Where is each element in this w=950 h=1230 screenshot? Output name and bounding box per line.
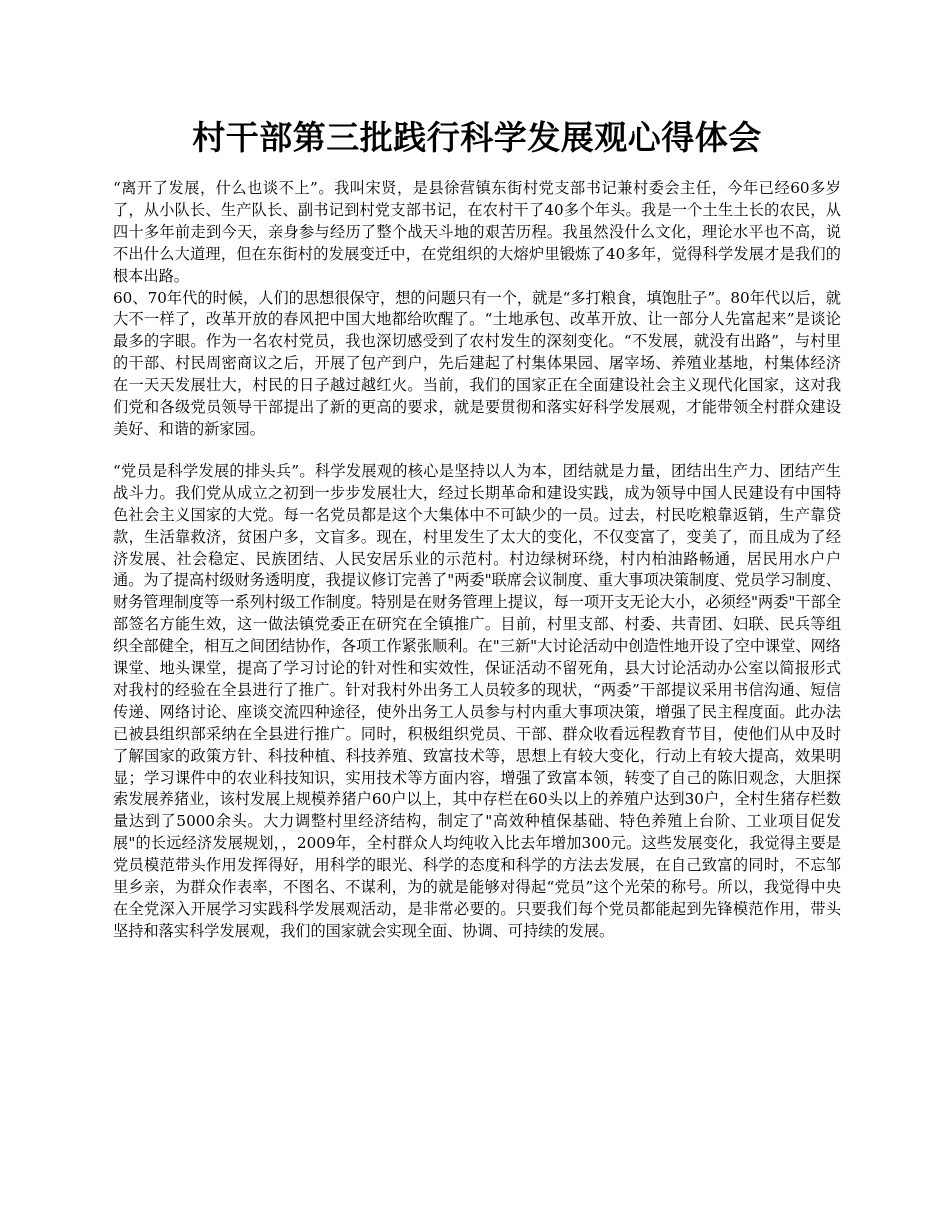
paragraph-spacer (113, 441, 841, 461)
document-body (113, 178, 841, 943)
document-title: 村干部第三批践行科学发展观心得体会 (192, 118, 762, 157)
paragraph-2: 60、70年代的时候，人们的思想很保守，想的问题只有一个，就是“多打粮食，填饱肚子”。80年代以后，就大不一样了，改革开放的春风把中国大地都给吹醒了。“土地承包、改革开放、让一部分人先富起来”是谈论最多的字眼。作为一名农村党员，我也深切感受到了农村发生的深刻变化。“不发展，就没有出路”，与村里的干部、村民周密商议之后，开展了包产到户，先后建起了村集体果园、屠宰场、养殖业基地，村集体经济在一天天发展壮大，村民的日子越过越红火。当前，我们的国家正在全面建设社会主义现代化国家，这对我们党和各级党员领导干部提出了新的更高的要求，就是要贯彻和落实好科学发展观，才能带领全村群众建设美好、和谐的新家园。 (113, 288, 841, 438)
paragraph-3: “党员是科学发展的排头兵”。科学发展观的核心是坚持以人为本，团结就是力量，团结出生产力、团结产生战斗力。我们党从成立之初到一步步发展壮大，经过长期革命和建设实践，成为领导中国人民建设有中国特色社会主义国家的大党。每一名党员都是这个大集体中不可缺少的一员。过去，村民吃粮靠返销，生产靠贷款，生活靠救济，贫困户多，文盲多。现在，村里发生了太大的变化，不仅变富了，变美了，而且成为了经济发展、社会稳定、民族团结、人民安居乐业的示范村。村边绿树环绕，村内柏油路畅通，居民用水户户通。为了提高村级财务透明度，我提议修订完善了"两委"联席会议制度、重大事项决策制度、党员学习制度、财务管理制度等一系列村级工作制度。特别是在财务管理上提议，每一项开支无论大小，必须经"两委"干部全部签名方能生效，这一做法镇党委正在研究在全镇推广。目前，村里支部、村委、共青团、妇联、民兵等组织全部健全，相互之间团结协作，各项工作紧张顺利。在"三新"大讨论活动中创造性地开设了空中课堂、网络课堂、地头课堂，提高了学习讨论的针对性和实效性，保证活动不留死角，县大讨论活动办公室以简报形式对我村的经验在全县进行了推广。针对我村外出务工人员较多的现状，“两委”干部提议采用书信沟通、短信传递、网络讨论、座谈交流四种途径，使外出务工人员参与村内重大事项决策，增强了民主程度面。此办法已被县组织部采纳在全县进行推广。同时，积极组织党员、干部、群众收看远程教育节目，使他们从中及时了解国家的政策方针、科技种植、科技养殖、致富技术等，思想上有较大变化，行动上有较大提高，效果明显；学习课件中的农业科技知识，实用技术等方面内容，增强了致富本领，转变了自己的陈旧观念，大胆探索发展养猪业，该村发展上规模养猪户60户以上，其中存栏在60头以上的养殖户达到30户，全村生猪存栏数量达到了5000余头。大力调整村里经济结构，制定了"高效种植保基础、特色养殖上台阶、工业项目促发展"的长远经济发展规划，，2009年，全村群众人均纯收入比去年增加300元。这些发展变化，我觉得主要是党员模范带头作用发挥得好，用科学的眼光、科学的态度和科学的方法去发展，在自己致富的同时，不忘邹里乡亲，为群众作表率，不图名、不谋利，为的就是能够对得起“党员”这个光荣的称号。所以，我觉得中央在全党深入开展学习实践科学发展观活动，是非常必要的。只要我们每个党员都能起到先锋模范作用，带头坚持和落实科学发展观，我们的国家就会实现全面、协调、可持续的发展。 (113, 461, 841, 940)
paragraph-1: “离开了发展，什么也谈不上”。我叫宋贤，是县徐营镇东街村党支部书记兼村委会主任，今年已经60多岁了，从小队长、生产队长、副书记到村党支部书记，在农村干了40多个年头。我是一个土生土长的农民，从四十多年前走到今天，亲身参与经历了整个战天斗地的艰苦历程。我虽然没什么文化，理论水平也不高，说不出什么大道理，但在东街村的发展变迁中，在党组织的大熔炉里锻炼了40多年，觉得科学发展才是我们的根本出路。 (113, 179, 841, 285)
document-page (113, 0, 841, 943)
